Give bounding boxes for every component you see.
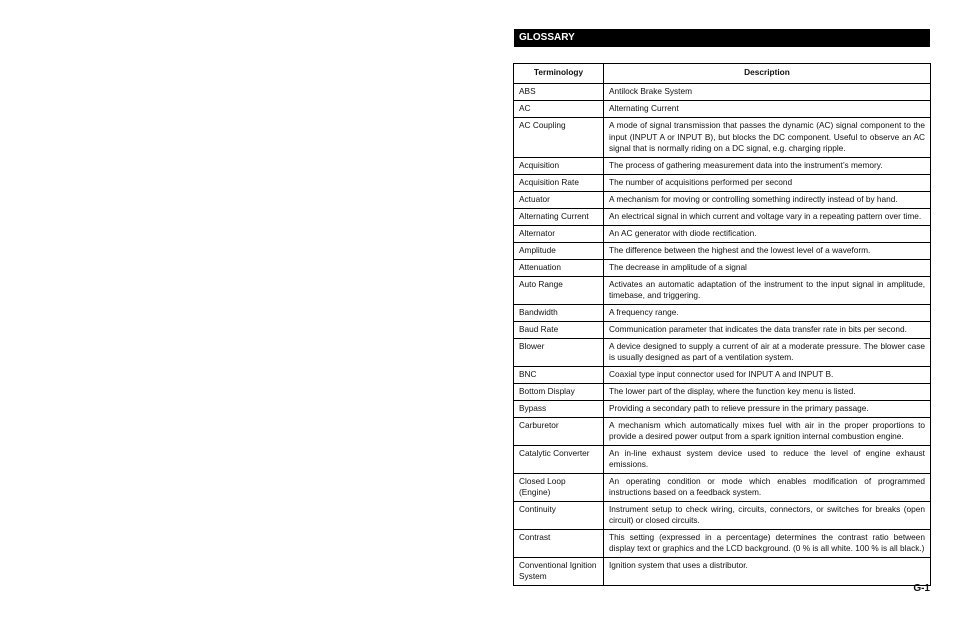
table-body (514, 84, 931, 586)
term-cell: ABS (514, 84, 604, 101)
table-row (514, 473, 931, 501)
term-cell: BNC (514, 366, 604, 383)
section-title-bar (514, 29, 930, 47)
table-row (514, 174, 931, 191)
description-cell: The difference between the highest and the lowest level of a waveform. (604, 242, 931, 259)
column-header-description: Description (604, 64, 931, 84)
term-cell: Bandwidth (514, 304, 604, 321)
table-row (514, 383, 931, 400)
term-cell: Attenuation (514, 259, 604, 276)
column-header-terminology: Terminology (514, 64, 604, 84)
description-cell: A frequency range. (604, 304, 931, 321)
term-cell: Auto Range (514, 276, 604, 304)
description-cell: Instrument setup to check wiring, circuits, connectors, or switches for breaks (open circuit) or closed circuits. (604, 501, 931, 529)
table-row (514, 417, 931, 445)
page-number: G-1 (913, 583, 930, 594)
table-row (514, 118, 931, 158)
term-cell: Actuator (514, 191, 604, 208)
description-cell: An electrical signal in which current and voltage vary in a repeating pattern over time. (604, 208, 931, 225)
description-cell: Activates an automatic adaptation of the instrument to the input signal in amplitude, timebase, and triggering. (604, 276, 931, 304)
table-row (514, 400, 931, 417)
term-cell: Bottom Display (514, 383, 604, 400)
description-cell: This setting (expressed in a percentage) determines the contrast ratio between display text or graphics and the LCD background. (0 % is all white. 100 % is all black.) (604, 529, 931, 557)
description-cell: An operating condition or mode which enables modification of programmed instructions based on a feedback system. (604, 473, 931, 501)
table-row (514, 529, 931, 557)
description-cell: Communication parameter that indicates the data transfer rate in bits per second. (604, 321, 931, 338)
table-row (514, 225, 931, 242)
description-cell: Providing a secondary path to relieve pressure in the primary passage. (604, 400, 931, 417)
table-row (514, 208, 931, 225)
description-cell: The process of gathering measurement data into the instrument’s memory. (604, 157, 931, 174)
term-cell: Acquisition Rate (514, 174, 604, 191)
term-cell: Alternating Current (514, 208, 604, 225)
description-cell: Ignition system that uses a distributor. (604, 557, 931, 585)
description-cell: The number of acquisitions performed per second (604, 174, 931, 191)
table-row (514, 157, 931, 174)
table-row (514, 557, 931, 585)
description-cell: An AC generator with diode rectification. (604, 225, 931, 242)
description-cell: Coaxial type input connector used for INPUT A and INPUT B. (604, 366, 931, 383)
description-cell: The decrease in amplitude of a signal (604, 259, 931, 276)
description-cell: The lower part of the display, where the function key menu is listed. (604, 383, 931, 400)
description-cell: Alternating Current (604, 101, 931, 118)
term-cell: Baud Rate (514, 321, 604, 338)
term-cell: Acquisition (514, 157, 604, 174)
description-cell: Antilock Brake System (604, 84, 931, 101)
table-row (514, 242, 931, 259)
term-cell: AC Coupling (514, 118, 604, 158)
section-title: GLOSSARY (519, 32, 575, 43)
table-row (514, 84, 931, 101)
table-row (514, 501, 931, 529)
term-cell: Contrast (514, 529, 604, 557)
description-cell: A mechanism for moving or controlling something indirectly instead of by hand. (604, 191, 931, 208)
description-cell: A device designed to supply a current of air at a moderate pressure. The blower case is usually designed as part of a ventilation system. (604, 338, 931, 366)
table-header-row (514, 64, 931, 84)
term-cell: Catalytic Converter (514, 445, 604, 473)
glossary-table (513, 63, 931, 586)
term-cell: Amplitude (514, 242, 604, 259)
table-row (514, 259, 931, 276)
term-cell: Continuity (514, 501, 604, 529)
description-cell: A mechanism which automatically mixes fuel with air in the proper proportions to provide a desired power output from a spark ignition internal combustion engine. (604, 417, 931, 445)
table-row (514, 191, 931, 208)
description-cell: An in-line exhaust system device used to reduce the level of engine exhaust emissions. (604, 445, 931, 473)
table-row (514, 445, 931, 473)
table-row (514, 276, 931, 304)
term-cell: Closed Loop (Engine) (514, 473, 604, 501)
term-cell: Carburetor (514, 417, 604, 445)
term-cell: Alternator (514, 225, 604, 242)
term-cell: Blower (514, 338, 604, 366)
term-cell: Bypass (514, 400, 604, 417)
description-cell: A mode of signal transmission that passes the dynamic (AC) signal component to the input (INPUT A or INPUT B), but blocks the DC component. Useful to observe an AC signal that is normally riding on a DC signal, e.g. charging ripple. (604, 118, 931, 158)
term-cell: Conventional Ignition System (514, 557, 604, 585)
term-cell: AC (514, 101, 604, 118)
table-row (514, 321, 931, 338)
table-row (514, 366, 931, 383)
table-row (514, 338, 931, 366)
table-row (514, 101, 931, 118)
table-row (514, 304, 931, 321)
